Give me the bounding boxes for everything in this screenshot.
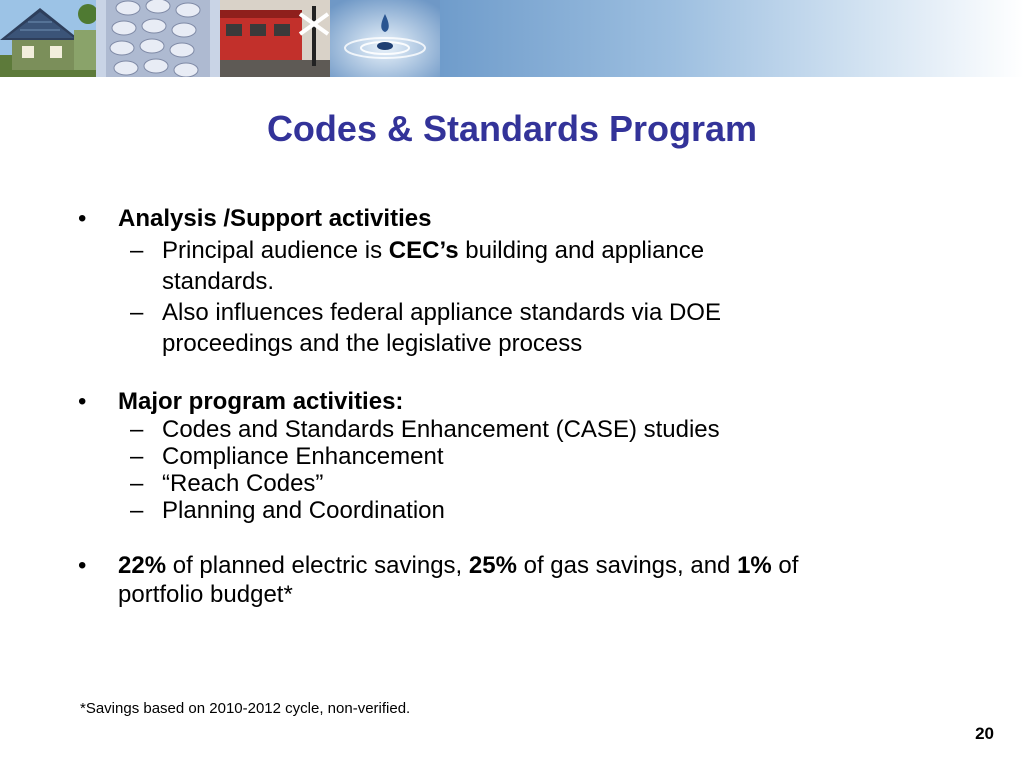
gas-savings-percent: 25% [468,552,517,579]
bullet-text: of gas savings, and [516,552,738,579]
sub-item-text: Also influences federal appliance standards via DOE [162,299,721,326]
budget-percent: 1% [737,552,772,579]
phone-keypad-photo [96,0,220,77]
sub-item-text: building and appliance [458,237,705,264]
dash-symbol: – [130,497,144,524]
banner-gradient [440,0,1024,77]
water-drop-photo [330,0,440,77]
electric-savings-percent: 22% [118,552,167,579]
dash-symbol: – [130,299,144,326]
sub-item-text: Compliance Enhancement [162,443,444,470]
header-banner [0,0,1024,77]
bullet-symbol: • [78,205,87,232]
dash-symbol: – [130,443,144,470]
sub-item-text: Principal audience is [162,237,389,264]
footnote: *Savings based on 2010-2012 cycle, non-verified. [80,700,411,717]
bullet-text: portfolio budget* [118,581,293,608]
dash-symbol: – [130,470,144,497]
bullet-symbol: • [78,388,87,415]
page-number: 20 [975,724,994,743]
train-photo [220,0,330,77]
bullet-text: of planned electric savings, [166,552,469,579]
sub-item-text: “Reach Codes” [162,470,324,497]
sub-item-text: proceedings and the legislative process [162,330,583,357]
bullet-symbol: • [78,552,87,579]
dash-symbol: – [130,416,144,443]
bullet-text: of [771,552,799,579]
bullet-heading: Analysis /Support activities [118,205,432,232]
house-solar-photo [0,0,96,77]
dash-symbol: – [130,237,144,264]
sub-item-text: Codes and Standards Enhancement (CASE) studies [162,416,720,443]
sub-item-emphasis: CEC’s [388,237,459,264]
page-title: Codes & Standards Program [266,108,758,149]
bullet-heading: Major program activities: [118,388,404,415]
sub-item-text: standards. [162,268,275,295]
sub-item-text: Planning and Coordination [162,497,445,524]
